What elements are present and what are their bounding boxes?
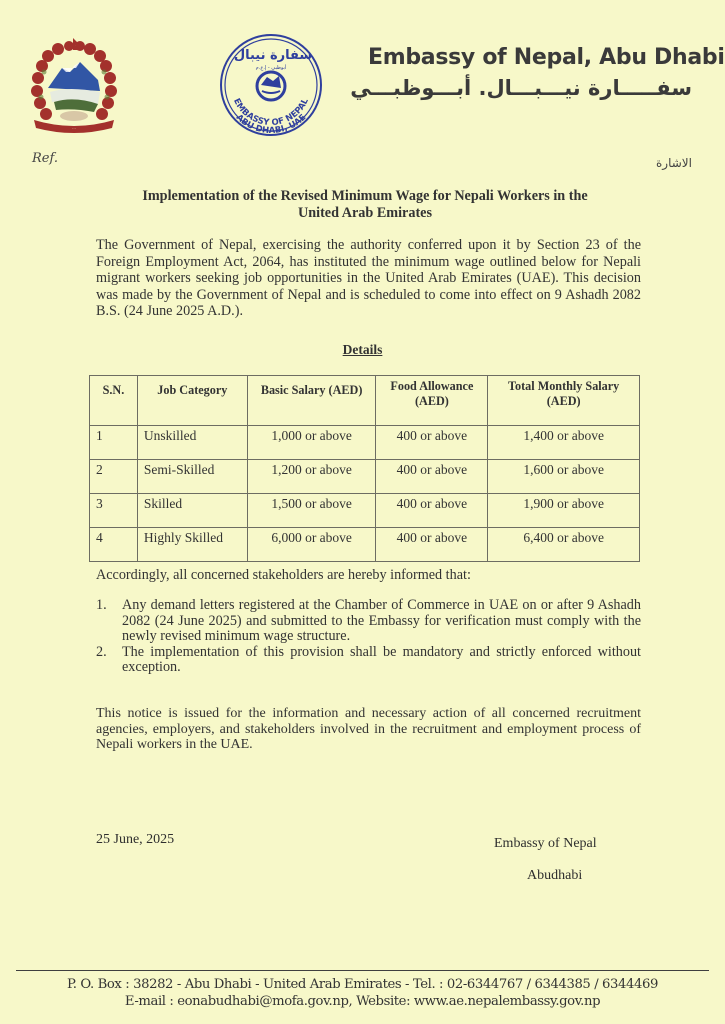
svg-text:...: ... (72, 125, 76, 130)
cell-basic: 1,500 or above (247, 494, 376, 528)
embassy-stamp-logo (217, 33, 325, 137)
list-item-number: 1. (96, 597, 107, 613)
cell-category: Skilled (137, 494, 247, 528)
table-row (90, 494, 640, 528)
emblem-icon (28, 36, 120, 138)
intro-paragraph: The Government of Nepal, exercising the authority conferred upon it by Section 23 of the Foreign Employment Act, 2064, has instituted the minimum wage outlined below for Nepali migrant workers seeking job opportunities in the United Arab Emirates (UAE). This decision was made by the Government of Nepal and is scheduled to come into effect on 9 Ashadh 2082 B.S. (24 June 2025 A.D.). (96, 237, 641, 319)
list-item (96, 645, 641, 676)
emblem-caption (120, 36, 121, 37)
cell-total: 1,600 or above (488, 460, 640, 494)
stamp-text-line2: ABU DHABI, UAE (233, 112, 309, 137)
list-item-text: The implementation of this provision shall be mandatory and strictly enforced without exception. (122, 643, 641, 675)
cell-sn: 4 (90, 528, 138, 562)
cell-total: 1,400 or above (488, 426, 640, 460)
table-row (90, 460, 640, 494)
list-item-number: 2. (96, 643, 107, 660)
header-food-allowance-line1: Food Allowance (390, 379, 474, 393)
cell-sn: 2 (90, 460, 138, 494)
document-title (90, 188, 640, 222)
document-date: 25 June, 2025 (96, 832, 175, 847)
cell-food: 400 or above (376, 528, 488, 562)
table-row (90, 528, 640, 562)
cell-food: 400 or above (376, 460, 488, 494)
ref-label: Ref. (32, 151, 58, 166)
cell-category: Semi-Skilled (137, 460, 247, 494)
notice-paragraph: This notice is issued for the information and necessary action of all concerned recruitment agencies, employers, and stakeholders involved in the recruitment and employment process of Nepali workers in the UAE. (96, 706, 641, 752)
cell-basic: 1,000 or above (247, 426, 376, 460)
cell-basic: 1,200 or above (247, 460, 376, 494)
letterhead-title: Embassy of Nepal, Abu Dhabi (368, 45, 725, 70)
table-row (90, 426, 640, 460)
nepal-emblem-logo (28, 36, 120, 138)
header-food-allowance (376, 376, 488, 426)
cell-basic: 6,000 or above (247, 528, 376, 562)
cell-food: 400 or above (376, 494, 488, 528)
header-total-salary-line2: (AED) (546, 394, 581, 408)
header-sn: S.N. (90, 376, 138, 426)
cell-food: 400 or above (376, 426, 488, 460)
header-total-salary (488, 376, 640, 426)
wage-table (89, 375, 640, 562)
letterhead-title-arabic: سفـــــارة نيـــبـــال. أبـــوظبـــي (350, 76, 692, 100)
header-basic-salary: Basic Salary (AED) (247, 376, 376, 426)
stamp-arabic-subtext: أبوظبي - إ.ع.م (255, 65, 287, 71)
footer-contact: E-mail : eonabudhabi@mofa.gov.np, Website: www.ae.nepalembassy.gov.np (124, 994, 601, 1009)
cell-category: Unskilled (137, 426, 247, 460)
ref-label-arabic: الاشارة (656, 156, 692, 170)
cell-total: 1,900 or above (488, 494, 640, 528)
footer-address: P. O. Box : 38282 - Abu Dhabi - United Arab Emirates - Tel. : 02-6344767 / 6344385 / 6344469 (67, 977, 658, 992)
footer-divider (16, 970, 709, 971)
document-title-line2: United Arab Emirates (298, 205, 432, 221)
stamp-icon (217, 33, 325, 137)
list-item-text: Any demand letters registered at the Chamber of Commerce in UAE on or after 9 Ashadh 2082 (24 June 2025) and submitted to the Embassy for verification must comply with the newly revised minimum wage structure. (122, 597, 641, 644)
cell-sn: 3 (90, 494, 138, 528)
stamp-text-line1: EMBASSY OF NEPAL (231, 96, 311, 129)
accordingly-paragraph: Accordingly, all concerned stakeholders are hereby informed that: (96, 567, 471, 583)
signatory-name: Embassy of Nepal (494, 836, 597, 851)
details-heading: Details (342, 342, 383, 357)
notice-list (96, 598, 641, 676)
document-title-line1: Implementation of the Revised Minimum Wage for Nepali Workers in the (142, 188, 588, 204)
signatory-city: Abudhabi (527, 868, 583, 883)
header-job-category: Job Category (137, 376, 247, 426)
table-header-row (90, 376, 640, 426)
cell-sn: 1 (90, 426, 138, 460)
stamp-arabic-text: سفارة نيبال (233, 48, 313, 63)
cell-total: 6,400 or above (488, 528, 640, 562)
header-food-allowance-line2: (AED) (414, 394, 449, 408)
list-item (96, 598, 641, 645)
header-total-salary-line1: Total Monthly Salary (508, 379, 620, 393)
cell-category: Highly Skilled (137, 528, 247, 562)
